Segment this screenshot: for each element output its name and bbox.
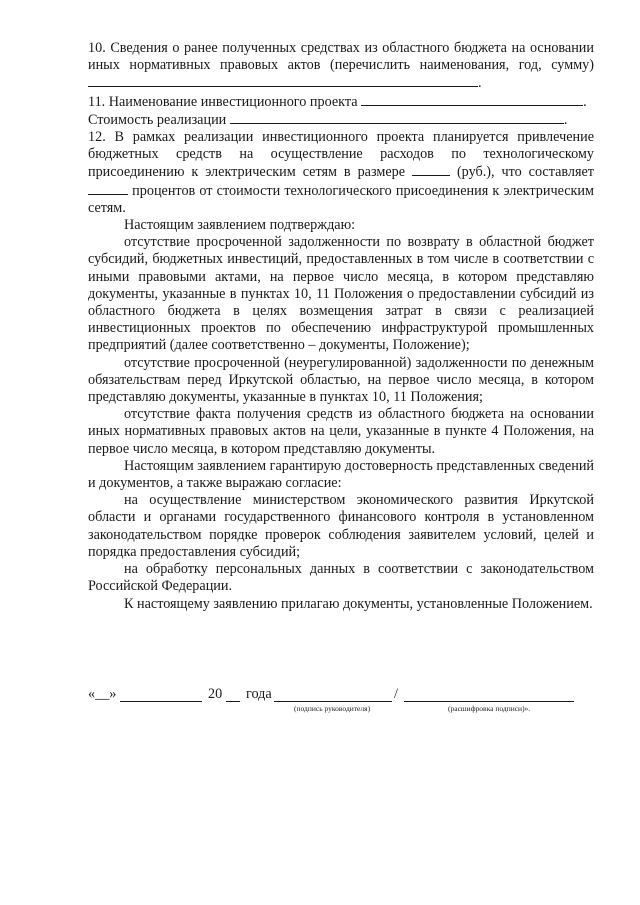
- item-11-text: 11. Наименование инвестиционного проекта: [88, 93, 358, 110]
- item-12-text-b: (руб.), что составляет: [456, 164, 594, 181]
- item-12-text-a: 12. В рамках реализации инвестиционного проекта планируется привлечение бюджетных средств на осуществление расходов по технологическому присоединению к электрическим сетям в размере: [88, 129, 594, 181]
- item-10-text: 10. Сведения о ранее полученных средствах из областного бюджета на основании иных нормативных правовых актов (перечислить наименования, год, сумму): [88, 40, 594, 74]
- guarantee-intro: Настоящим заявлением гарантирую достоверность представленных сведений и документов, а также выражаю согласие:: [88, 457, 594, 492]
- date-year-prefix: 20: [208, 686, 223, 702]
- guarantee-item-1: на осуществление министерством экономического развития Иркутской области и органами государственного финансового контроля в установленном законодательством порядке проверок соблюдения заявителем условий, целей и порядка предоставления субсидий;: [88, 492, 594, 560]
- confirm-item-2: отсутствие просроченной (неурегулированной) задолженности по денежным обязательствам перед Иркутской областью, на первое число месяца, в котором представляю документы, указанные в пунктах 10, 11 Положения;: [88, 354, 594, 406]
- date-day: «__»: [88, 686, 117, 702]
- item-12: [88, 129, 594, 217]
- signature-blank[interactable]: [274, 689, 392, 702]
- item-11-blank[interactable]: [361, 93, 583, 106]
- item-12-percent-blank[interactable]: [88, 182, 128, 195]
- date-year-blank[interactable]: [226, 689, 240, 702]
- item-10-blank[interactable]: [88, 74, 478, 87]
- date-year-suffix: года: [246, 686, 272, 702]
- item-10: 10. Сведения о ранее полученных средствах из областного бюджета на основании иных нормативных правовых актов (перечислить наименования, год, сумму) .: [88, 40, 594, 92]
- item-11: 11. Наименование инвестиционного проекта .: [88, 93, 587, 110]
- confirm-item-3: отсутствие факта получения средств из областного бюджета на основании иных нормативных правовых актов на цели, указанные в пункте 4 Положения, на первое число месяца, в котором представляю документы.: [88, 406, 594, 457]
- date-month-blank[interactable]: [120, 689, 202, 702]
- signature-caption: (подпись руководителя): [294, 704, 371, 713]
- item-12-text-c: процентов от стоимости технологического присоединения к электрическим сетям.: [88, 182, 594, 216]
- confirm-intro: Настоящим заявлением подтверждаю:: [124, 217, 356, 234]
- signature-block: [88, 686, 594, 726]
- guarantee-item-2: на обработку персональных данных в соответствии с законодательством Российской Федерации.: [88, 561, 594, 595]
- confirm-item-1: отсутствие просроченной задолженности по возврату в областной бюджет субсидий, бюджетных инвестиций, предоставленных в том числе в соответствии с иными правовыми актами, на первое число месяца, в котором представляю документы, указанные в пунктах 10, 11 Положения о предоставлении субсидий из областного бюджета в целях возмещения затрат в связи с реализацией инвестиционных проектов по обеспечению инфраструктурой промышленных предприятий (далее соответственно – документы, Положение);: [88, 234, 594, 354]
- cost-text: Стоимость реализации: [88, 111, 227, 128]
- item-12-amount-blank[interactable]: [412, 163, 450, 176]
- attachments-statement: К настоящему заявлению прилагаю документы, установленные Положением.: [124, 595, 593, 612]
- cost-blank[interactable]: [230, 111, 564, 124]
- cost-line: Стоимость реализации .: [88, 111, 568, 128]
- decode-blank[interactable]: [404, 689, 574, 702]
- signature-slash: /: [394, 686, 398, 702]
- decode-caption: (расшифровка подписи)».: [448, 704, 531, 713]
